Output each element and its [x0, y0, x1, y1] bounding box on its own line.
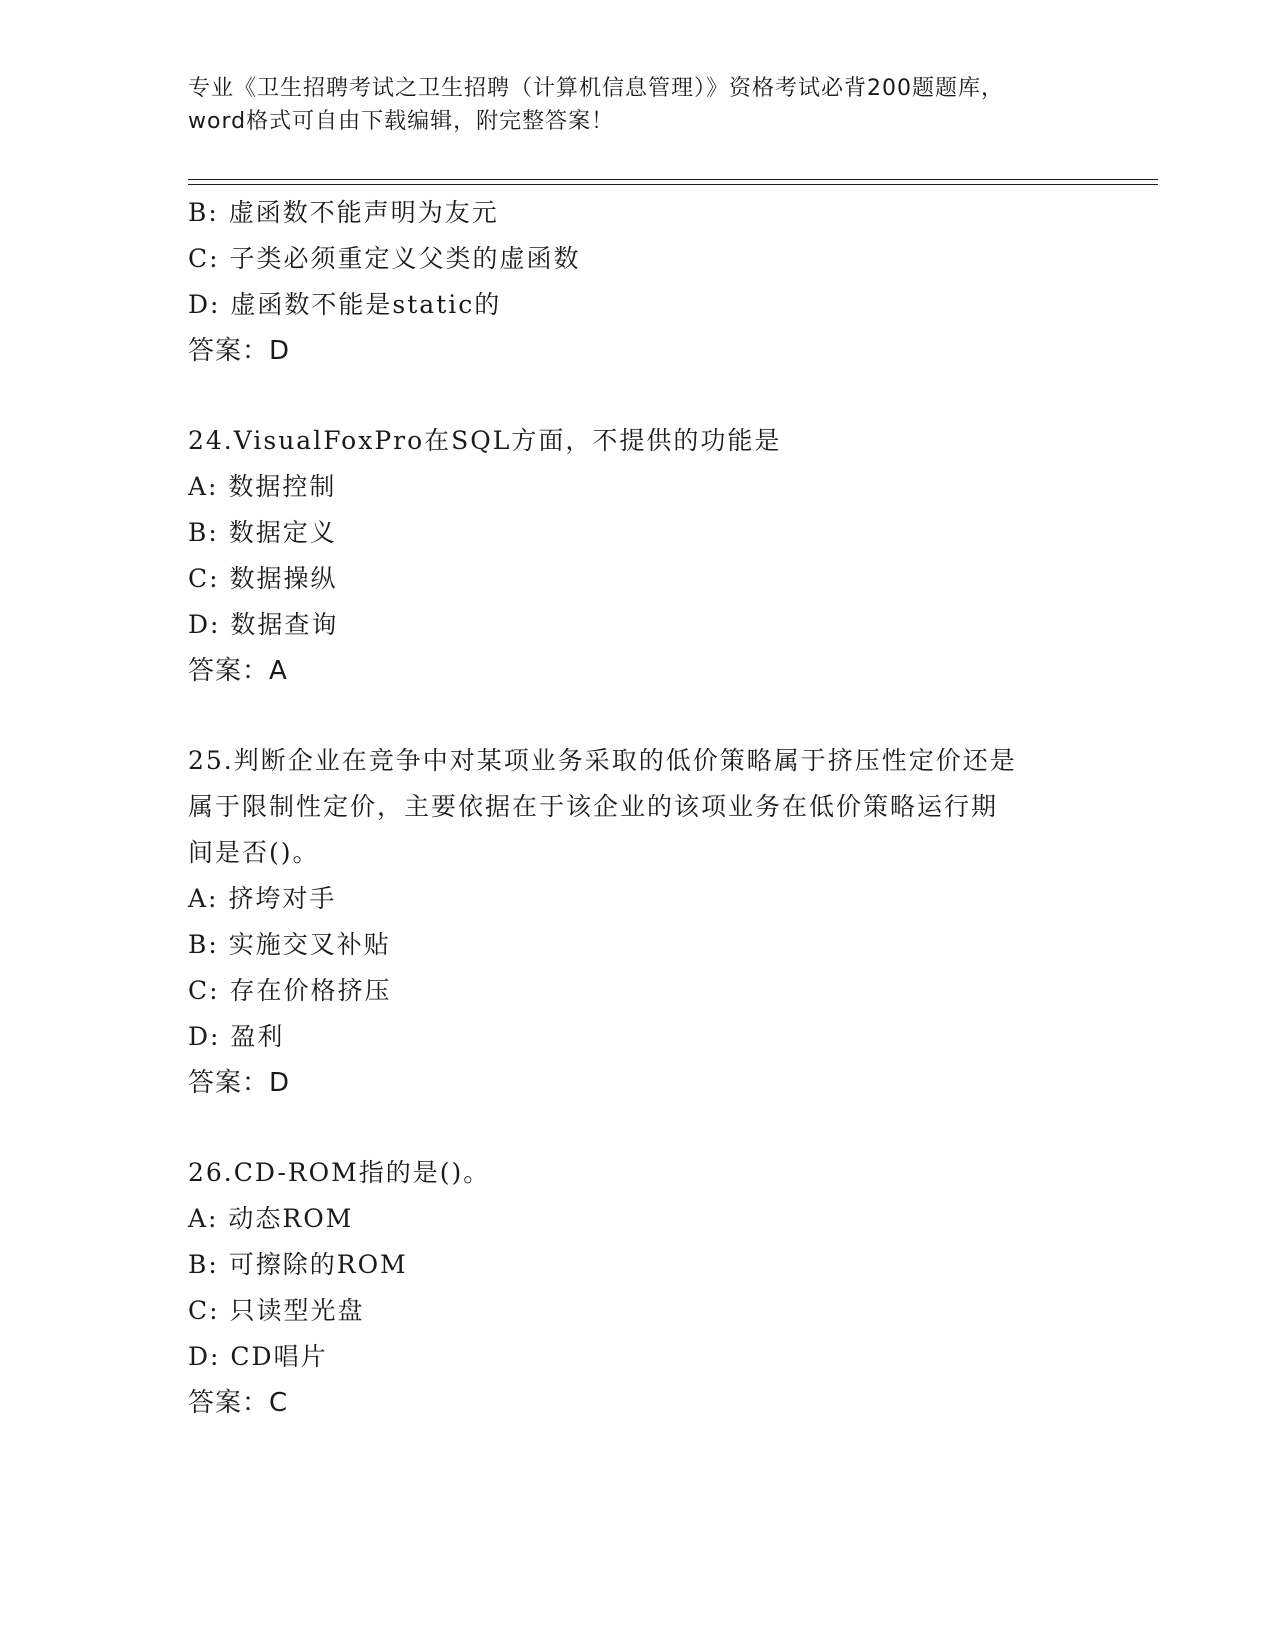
question-26 [188, 1150, 1088, 1426]
question-stem: 26.CD-ROM指的是()。 [188, 1158, 491, 1187]
answer-line: 答案：A [188, 656, 288, 686]
document-header [188, 72, 1088, 138]
spacer [188, 1106, 1088, 1150]
option-a: A: 动态ROM [188, 1204, 354, 1233]
option-c: C: 存在价格挤压 [188, 976, 392, 1005]
option-d: D: 盈利 [188, 1022, 285, 1051]
question-23-partial [188, 190, 1088, 374]
option-c: C: 只读型光盘 [188, 1296, 365, 1325]
option-a: A: 数据控制 [188, 472, 337, 501]
option-c: C: 数据操纵 [188, 564, 338, 593]
header-divider-top [188, 179, 1158, 180]
answer-line: 答案：C [188, 1388, 289, 1418]
option-b: B: 实施交叉补贴 [188, 930, 391, 959]
question-24 [188, 418, 1088, 694]
option-b: B: 虚函数不能声明为友元 [188, 198, 499, 227]
option-b: B: 数据定义 [188, 518, 337, 547]
header-divider-bottom [188, 184, 1158, 185]
question-stem-line-2: 属于限制性定价，主要依据在于该企业的该项业务在低价策略运行期 [188, 792, 999, 821]
answer-line: 答案：D [188, 1068, 291, 1098]
option-d: D: 数据查询 [188, 610, 339, 639]
header-line-1: 专业《卫生招聘考试之卫生招聘（计算机信息管理）》资格考试必背200题题库， [188, 76, 1004, 101]
question-list [188, 190, 1088, 1426]
option-c: C: 子类必须重定义父类的虚函数 [188, 244, 581, 273]
option-d: D: 虚函数不能是static的 [188, 290, 502, 319]
header-line-2: word格式可自由下载编辑，附完整答案！ [188, 109, 615, 134]
question-stem: 24.VisualFoxPro在SQL方面，不提供的功能是 [188, 426, 782, 455]
answer-line: 答案：D [188, 336, 291, 366]
question-25 [188, 738, 1088, 1106]
option-b: B: 可擦除的ROM [188, 1250, 408, 1279]
spacer [188, 694, 1088, 738]
question-stem-line-3: 间是否()。 [188, 838, 320, 867]
question-stem-line-1: 25.判断企业在竞争中对某项业务采取的低价策略属于挤压性定价还是 [188, 746, 1017, 775]
spacer [188, 374, 1088, 418]
option-a: A: 挤垮对手 [188, 884, 337, 913]
option-d: D: CD唱片 [188, 1342, 328, 1371]
